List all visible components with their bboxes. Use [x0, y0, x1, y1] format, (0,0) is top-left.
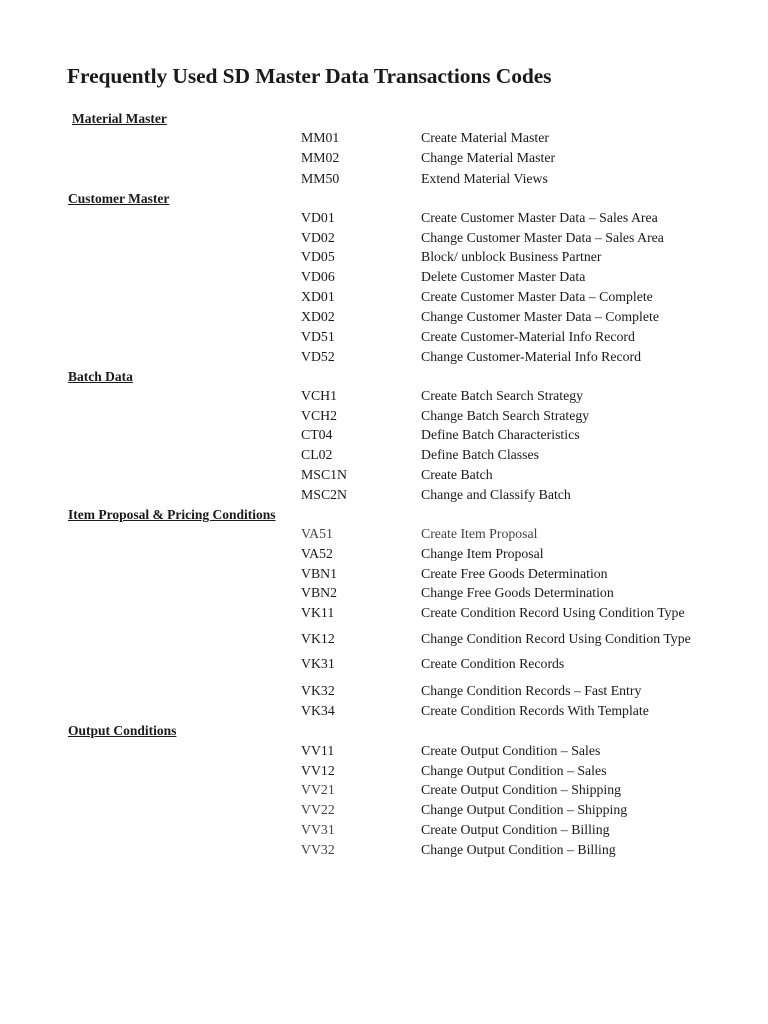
transaction-code: VV22: [301, 802, 335, 817]
transaction-description: Create Customer Master Data – Sales Area: [421, 210, 658, 225]
transaction-description: Create Customer Master Data – Complete: [421, 289, 653, 304]
transaction-description: Create Output Condition – Billing: [421, 822, 610, 837]
transaction-code: MSC2N: [301, 487, 348, 502]
section-heading-customer-master: Customer Master: [68, 191, 170, 206]
transaction-description: Create Item Proposal: [421, 526, 538, 541]
transaction-description: Create Material Master: [421, 130, 549, 145]
transaction-description: Extend Material Views: [421, 171, 548, 186]
transaction-code: VD01: [301, 210, 335, 225]
transaction-code: VCH1: [301, 388, 338, 403]
transaction-description: Delete Customer Master Data: [421, 269, 586, 284]
transaction-code: VV12: [301, 763, 335, 778]
transaction-description: Create Condition Record Using Condition Type: [421, 605, 685, 620]
transaction-code: VV11: [301, 743, 335, 758]
transaction-description: Define Batch Classes: [421, 447, 540, 462]
transaction-code: VD05: [301, 249, 335, 264]
transaction-description: Change Output Condition – Sales: [421, 763, 607, 778]
section-heading-item-proposal-pricing: Item Proposal & Pricing Conditions: [68, 507, 276, 522]
transaction-description: Change Batch Search Strategy: [421, 408, 590, 423]
transaction-code: VK32: [301, 683, 335, 698]
section-heading-output-conditions: Output Conditions: [68, 723, 177, 738]
transaction-description: Create Output Condition – Sales: [421, 743, 601, 758]
transaction-code: MM02: [301, 150, 340, 165]
transaction-code: VK11: [301, 605, 335, 620]
transaction-description: Change Condition Records – Fast Entry: [421, 683, 642, 698]
transaction-code: VD02: [301, 230, 335, 245]
transaction-code: VD06: [301, 269, 335, 284]
transaction-description: Change Material Master: [421, 150, 556, 165]
transaction-description: Create Free Goods Determination: [421, 566, 608, 581]
transaction-description: Create Condition Records With Template: [421, 703, 649, 718]
transaction-code: VD52: [301, 349, 335, 364]
transaction-code: VBN1: [301, 566, 338, 581]
transaction-description: Change Free Goods Determination: [421, 585, 614, 600]
transaction-code: MSC1N: [301, 467, 348, 482]
transaction-description: Create Customer-Material Info Record: [421, 329, 635, 344]
transaction-description: Change Output Condition – Shipping: [421, 802, 628, 817]
transaction-code: VCH2: [301, 408, 338, 423]
transaction-code: VV31: [301, 822, 335, 837]
transaction-description: Create Output Condition – Shipping: [421, 782, 622, 797]
transaction-description: Change Customer Master Data – Sales Area: [421, 230, 664, 245]
transaction-description: Create Batch Search Strategy: [421, 388, 584, 403]
section-heading-batch-data: Batch Data: [68, 369, 133, 384]
transaction-code: CT04: [301, 427, 333, 442]
section-heading-material-master: Material Master: [72, 111, 167, 126]
transaction-code: VD51: [301, 329, 335, 344]
transaction-description: Block/ unblock Business Partner: [421, 249, 602, 264]
page-title: Frequently Used SD Master Data Transactions Codes: [67, 64, 552, 88]
transaction-code: XD02: [301, 309, 335, 324]
transaction-description: Change Customer-Material Info Record: [421, 349, 642, 364]
transaction-code: VK12: [301, 631, 335, 646]
transaction-code: XD01: [301, 289, 335, 304]
transaction-code: VV21: [301, 782, 335, 797]
transaction-description: Create Batch: [421, 467, 493, 482]
transaction-code: VK31: [301, 656, 335, 671]
transaction-code: VK34: [301, 703, 335, 718]
transaction-description: Create Condition Records: [421, 656, 565, 671]
transaction-code: VV32: [301, 842, 335, 857]
transaction-description: Change Item Proposal: [421, 546, 544, 561]
transaction-description: Change Condition Record Using Condition Type: [421, 631, 691, 646]
transaction-description: Define Batch Characteristics: [421, 427, 580, 442]
transaction-code: VBN2: [301, 585, 338, 600]
transaction-description: Change and Classify Batch: [421, 487, 571, 502]
transaction-code: VA52: [301, 546, 333, 561]
transaction-description: Change Customer Master Data – Complete: [421, 309, 659, 324]
transaction-code: CL02: [301, 447, 333, 462]
transaction-code: VA51: [301, 526, 333, 541]
transaction-code: MM01: [301, 130, 340, 145]
transaction-code: MM50: [301, 171, 340, 186]
transaction-description: Change Output Condition – Billing: [421, 842, 616, 857]
